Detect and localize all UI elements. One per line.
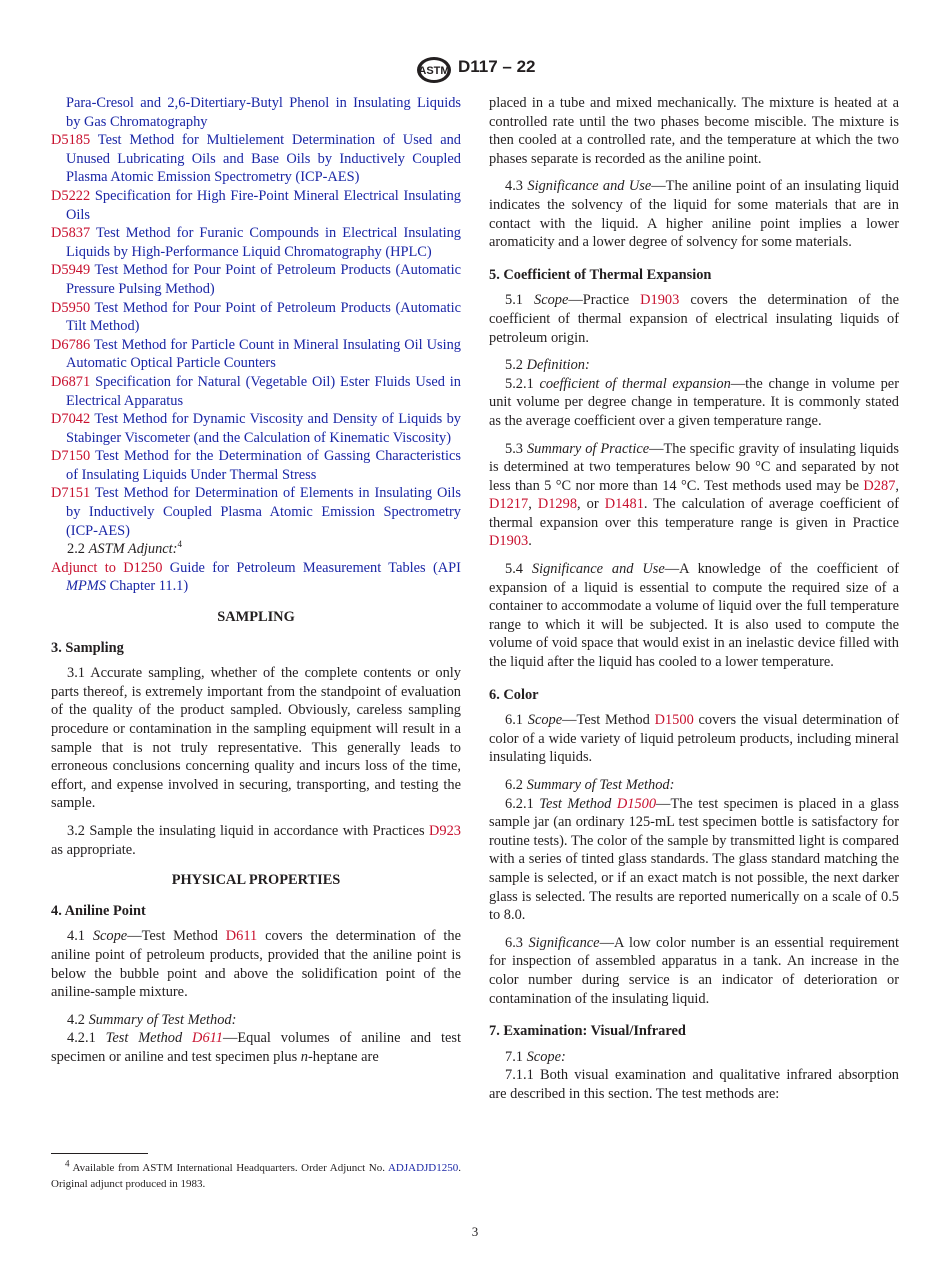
paragraph-5-4: 5.4 Significance and Use—A knowledge of the coefficient of expansion of a liquid is essential to compute the required size of a container to accommodate a volume of liquid over the full temperature range to which it will be subjected. It is also used to compute the volume of void space that would exist in an inelastic device filled with the liquid after the liquid has cooled to a lower temperature.: [489, 561, 899, 671]
section-3-heading: 3. Sampling: [51, 639, 124, 656]
link-d923[interactable]: D923: [429, 822, 461, 839]
footnote: $^4$ Available from ASTM International Headquarters. Order Adjunct No. ADJADJD1250. Original adjunct produced in 1983.: [51, 1158, 461, 1190]
adjunct-label: 2.2 ASTM Adjunct:$^4$: [67, 539, 182, 558]
paragraph-4-3: 4.3 Significance and Use—The aniline point of an insulating liquid indicates the solvency of the liquid for some materials that are in contact with the liquid. A higher aniline point implies a lower aromaticity and a lower degree of solvency for some materials.: [489, 178, 899, 251]
right-column: [489, 94, 899, 1104]
physical-properties-heading: PHYSICAL PROPERTIES: [171, 872, 341, 889]
svg-text:ASTM: ASTM: [418, 65, 450, 77]
paragraph-6-2: 6.2 Summary of Test Method:: [505, 777, 675, 793]
paragraph-7-1: 7.1 Scope:: [505, 1048, 566, 1065]
paragraph-4-2-1-continued: placed in a tube and mixed mechanically. The mixture is heated at a controlled rate until the two phases become miscible. The mixture is then cooled at a controlled rate, and the temperature at which the two phases separate is recorded as the aniline point.: [489, 95, 899, 167]
link-d1903-practice[interactable]: D1903: [489, 533, 529, 550]
link-d1500[interactable]: D1500: [654, 712, 694, 729]
paragraph-5-3: 5.3 Summary of Practice—The specific gravity of insulating liquids is determined at two temperatures below 90 °C and separated by not less than 5 °C nor more than 14 °C. Test methods used may be D287, D1217, D1298, or D1481. The calculation of average coefficient of thermal expansion over this temperature range is given in Practice D1903.: [489, 440, 900, 550]
sampling-heading: SAMPLING: [217, 609, 295, 626]
link-d611[interactable]: D611: [225, 928, 258, 945]
reference-d5950[interactable]: D5950 Test Method for Pour Point of Petroleum Products (Automatic Tilt Method): [51, 299, 461, 335]
section-4-heading: 4. Aniline Point: [51, 902, 146, 919]
section-6-heading: 6. Color: [489, 686, 539, 703]
paragraph-4-2: 4.2 Summary of Test Method:: [67, 1011, 237, 1028]
paragraph-4-1: 4.1 Scope—Test Method D611 covers the determination of the aniline point of petroleum products, provided that the aniline point is below the bubble point and above the solidification point of the aniline-sample mixture.: [51, 928, 461, 1001]
reference-d5949[interactable]: D5949 Test Method for Pour Point of Petroleum Products (Automatic Pressure Pulsing Method): [51, 262, 461, 297]
reference-d7151[interactable]: D7151 Test Method for Determination of Elements in Insulating Oils by Inductively Coupled Plasma Atomic Emission Spectrometry (ICP-AES): [51, 485, 461, 539]
reference-d6871[interactable]: D6871 Specification for Natural (Vegetable Oil) Ester Fluids Used in Electrical Apparatus: [51, 373, 461, 409]
reference-adjunct[interactable]: Adjunct to D1250 Guide for Petroleum Measurement Tables (API MPMS Chapter 11.1): [51, 559, 461, 595]
paragraph-4-2-1: 4.2.1 Test Method D611—Equal volumes of aniline and test specimen or aniline and test specimen plus n-heptane are: [51, 1030, 461, 1065]
paragraph-3-1: 3.1 Accurate sampling, whether of the complete contents or only parts thereof, is extremely important from the standpoint of evaluation of the quality of the product sampled. Obviously, careless sampling procedure or contamination in the sampling equipment will result in a sample that is not truly representative. This generally leads to erroneous conclusions concerning quality and incurs loss of the time, effort, and expense involved in securing, transporting, and testing the sample.: [51, 665, 461, 812]
paragraph-6-1: 6.1 Scope—Test Method D1500 covers the visual determination of color of a wide variety of liquid petroleum products, including mineral insulating liquids.: [489, 712, 899, 766]
paragraph-5-2: 5.2 Definition:: [505, 357, 590, 374]
document-id: D117 – 22: [458, 57, 536, 76]
page-header: [0, 55, 950, 85]
page-number: 3: [471, 1224, 479, 1239]
paragraph-3-2: 3.2 Sample the insulating liquid in accordance with Practices D923 as appropriate.: [51, 822, 461, 858]
astm-logo-icon: [414, 55, 454, 85]
paragraph-5-1: 5.1 Scope—Practice D1903 covers the determination of the coefficient of thermal expansion of electrical insulating liquids of petroleum origin.: [489, 292, 899, 346]
paragraph-6-2-1: 6.2.1 Test Method D1500—The test specimen is placed in a glass sample jar (an ordinary 125-mL test specimen bottle is satisfactory for routine tests). The color of the sample by transmitted light is compared with a series of tinted glass standards. The glass standard matching the sample is selected, or if an exact match is not possible, the next darker glass is selected. The results are reported numerically on a scale of 0.5 to 8.0.: [489, 795, 899, 924]
reference-d7042[interactable]: D7042 Test Method for Dynamic Viscosity and Density of Liquids by Stabinger Viscometer (and the Calculation of Kinematic Viscosity): [51, 411, 461, 446]
link-d1500-italic[interactable]: D1500: [616, 795, 657, 812]
left-column: [51, 94, 461, 1067]
link-d1298[interactable]: D1298: [537, 496, 578, 513]
link-d1217[interactable]: D1217: [489, 496, 529, 513]
link-d1903[interactable]: D1903: [640, 292, 680, 309]
reference-d5185[interactable]: D5185 Test Method for Multielement Determination of Used and Unused Lubricating Oils and Base Oils by Inductively Coupled Plasma Atomic Emission Spectrometry (ICP-AES): [51, 132, 461, 186]
link-adjunct-number[interactable]: ADJADJD1250: [387, 1162, 459, 1174]
link-d287[interactable]: D287: [863, 477, 896, 494]
paragraph-5-2-1: 5.2.1 coefficient of thermal expansion—the change in volume per unit volume per degree change in temperature. It is commonly stated as the average coefficient over a given temperature range.: [489, 375, 899, 429]
reference-d7150[interactable]: D7150 Test Method for the Determination of Gassing Characteristics of Insulating Liquids Under Thermal Stress: [51, 448, 461, 483]
section-5-heading: 5. Coefficient of Thermal Expansion: [489, 266, 712, 283]
section-7-heading: 7. Examination: Visual/Infrared: [489, 1023, 686, 1040]
link-d611-italic[interactable]: D611: [192, 1030, 223, 1047]
reference-d5222[interactable]: D5222 Specification for High Fire-Point Mineral Electrical Insulating Oils: [51, 187, 461, 223]
reference-continuation: Para-Cresol and 2,6-Ditertiary-Butyl Phenol in Insulating Liquids by Gas Chromatography: [66, 95, 461, 130]
reference-d5837[interactable]: D5837 Test Method for Furanic Compounds in Electrical Insulating Liquids by High-Performance Liquid Chromatography (HPLC): [51, 225, 461, 260]
paragraph-7-1-1: 7.1.1 Both visual examination and qualitative infrared absorption are described in this section. The test methods are:: [489, 1067, 899, 1102]
footnote-rule: [51, 1153, 148, 1154]
paragraph-6-3: 6.3 Significance—A low color number is an essential requirement for inspection of assembled apparatus in a tank. An increase in the color number during service is an indicator of deterioration or contamination of the insulating liquid.: [489, 934, 899, 1007]
link-d1481[interactable]: D1481: [604, 496, 644, 513]
reference-d6786[interactable]: D6786 Test Method for Particle Count in Mineral Insulating Oil Using Automatic Optical Particle Counters: [51, 336, 462, 372]
